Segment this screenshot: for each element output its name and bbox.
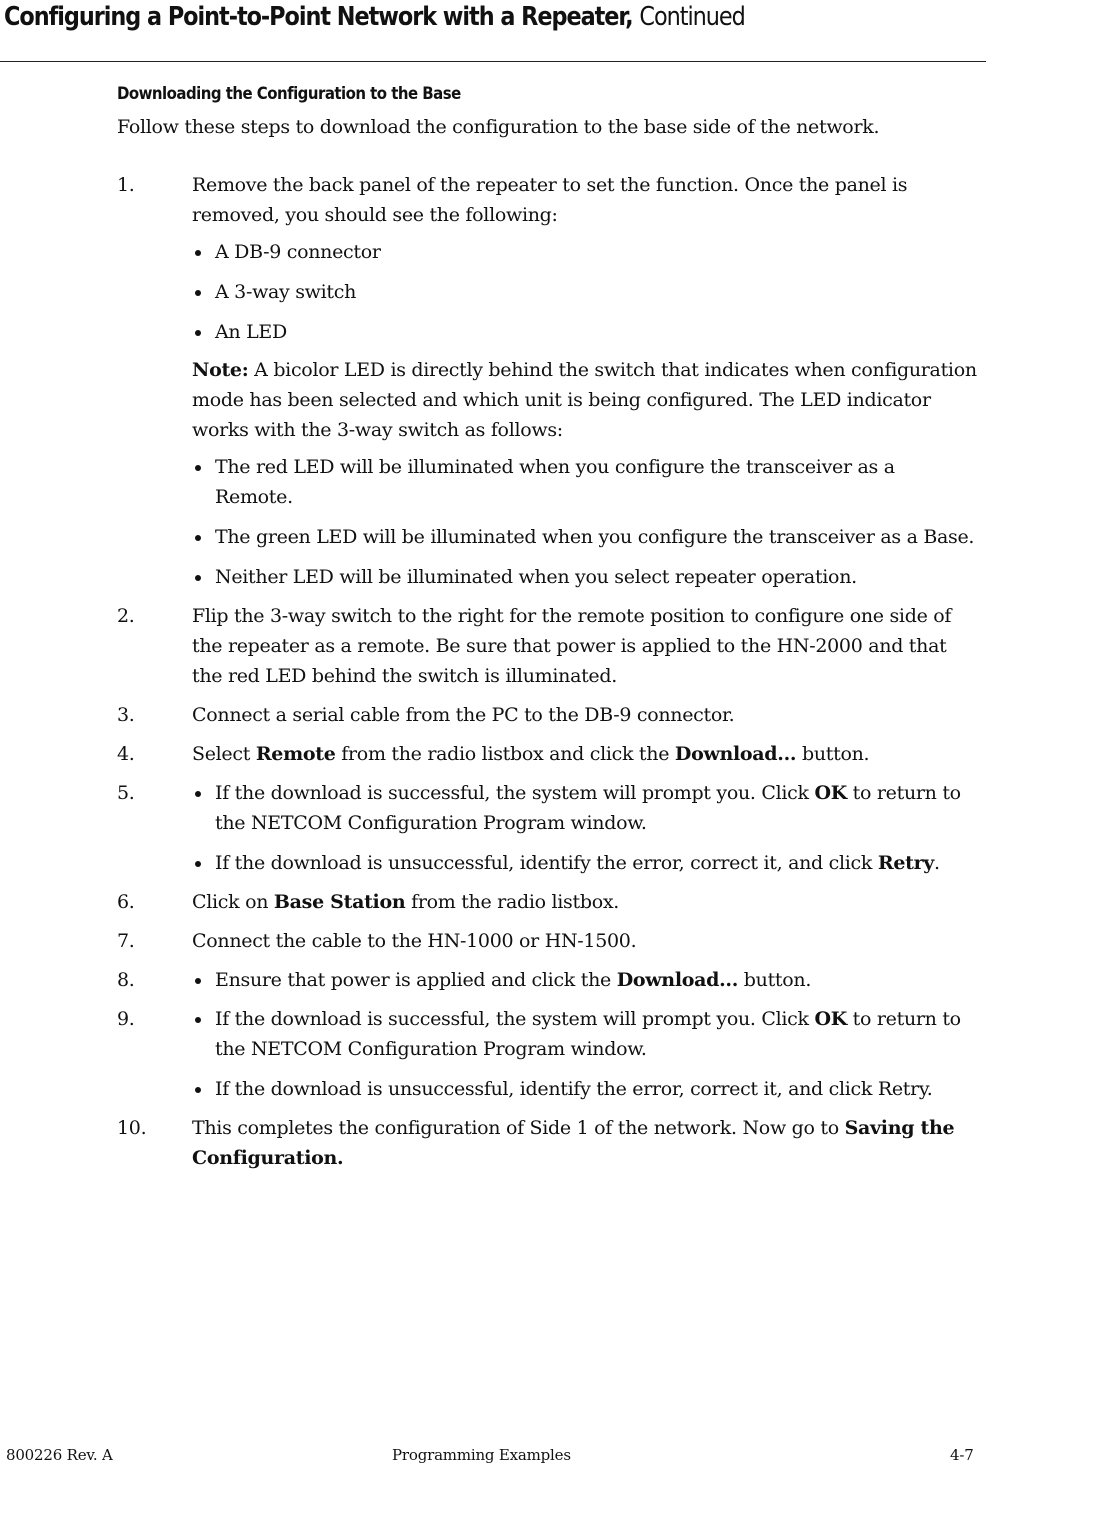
text-run: . <box>934 852 940 874</box>
bullet-icon <box>195 1087 201 1093</box>
step-10 <box>117 1113 977 1173</box>
page-title-main: Configuring a Point-to-Point Network with a Repeater, <box>4 2 633 32</box>
steps-list <box>117 170 977 1182</box>
footer-doc-number: 800226 Rev. A <box>6 1446 113 1464</box>
list-item <box>192 1004 977 1064</box>
text-run: to return to the NETCOM Configuration Program window. <box>215 782 961 834</box>
list-item <box>192 562 977 592</box>
step-text: Connect a serial cable from the PC to the DB-9 connector. <box>192 704 735 726</box>
step-text <box>192 887 977 917</box>
list-item-text: Neither LED will be illuminated when you select repeater operation. <box>215 566 857 588</box>
bullet-icon <box>195 575 201 581</box>
step-number: 4. <box>117 743 135 765</box>
list-item <box>192 452 977 512</box>
list-item <box>192 277 977 307</box>
text-run: from the radio listbox. <box>405 891 620 913</box>
bullet-icon <box>195 861 201 867</box>
step-3 <box>117 700 977 730</box>
bullet-icon <box>195 535 201 541</box>
step-5 <box>117 778 977 878</box>
step-number: 5. <box>117 782 135 804</box>
note <box>192 355 977 445</box>
ui-term-download: Download... <box>674 743 797 765</box>
step-4 <box>117 739 977 769</box>
step-number: 6. <box>117 891 135 913</box>
ui-term-saving-configuration: Saving the Configuration. <box>192 1117 955 1169</box>
step-number: 1. <box>117 174 135 196</box>
list-item <box>192 317 977 347</box>
header-rule <box>0 61 986 62</box>
bullet-icon <box>195 1017 201 1023</box>
text-run: Ensure that power is applied and click the <box>215 969 617 991</box>
list-item <box>192 965 977 995</box>
step-text <box>192 739 977 769</box>
list-item <box>192 237 977 267</box>
text-run: If the download is successful, the system will prompt you. Click <box>215 1008 815 1030</box>
step-text <box>192 1113 977 1173</box>
step-9 <box>117 1004 977 1104</box>
step-text: Flip the 3-way switch to the right for the remote position to configure one side of the repeater as a remote. Be sure that power is applied to the HN-2000 and that the red LED behind the switch is illuminated. <box>192 605 952 687</box>
step-number: 2. <box>117 605 135 627</box>
text-run: Select <box>192 743 256 765</box>
list-item-text: A 3-way switch <box>215 281 357 303</box>
bullet-icon <box>195 330 201 336</box>
text-run: Click on <box>192 891 274 913</box>
note-text: A bicolor LED is directly behind the switch that indicates when configuration mode has been selected and which unit is being configured. The LED indicator works with the 3-way switch as follows: <box>192 359 977 441</box>
section-heading: Downloading the Configuration to the Base <box>117 84 461 104</box>
text-run: to return to the NETCOM Configuration Program window. <box>215 1008 961 1060</box>
bullet-icon <box>195 290 201 296</box>
step-text: Connect the cable to the HN-1000 or HN-1500. <box>192 930 637 952</box>
step-number: 10. <box>117 1117 147 1139</box>
step-2 <box>117 601 977 691</box>
ui-term-ok: OK <box>814 1008 847 1030</box>
footer-chapter: Programming Examples <box>392 1446 571 1464</box>
list-item <box>192 848 977 878</box>
step-number: 7. <box>117 930 135 952</box>
page-title <box>4 2 745 32</box>
list-item <box>192 1074 977 1104</box>
text-run: If the download is unsuccessful, identify the error, correct it, and click <box>215 852 878 874</box>
list-item-text: The red LED will be illuminated when you configure the transceiver as a Remote. <box>215 456 895 508</box>
step-number: 9. <box>117 1008 135 1030</box>
text-run: button. <box>738 969 812 991</box>
ui-term-base-station: Base Station <box>273 891 406 913</box>
footer-page-number: 4-7 <box>950 1446 974 1464</box>
text-run: from the radio listbox and click the <box>335 743 675 765</box>
text-run: If the download is unsuccessful, identify the error, correct it, and click Retry. <box>215 1078 933 1100</box>
step-number: 3. <box>117 704 135 726</box>
note-label: Note: <box>192 359 249 381</box>
step-6 <box>117 887 977 917</box>
list-item-text: A DB-9 connector <box>215 241 381 263</box>
component-list <box>192 237 977 347</box>
ui-term-ok: OK <box>814 782 847 804</box>
step-text: Remove the back panel of the repeater to set the function. Once the panel is removed, you should see the following: <box>192 174 908 226</box>
ui-term-download: Download... <box>616 969 739 991</box>
step-number: 8. <box>117 969 135 991</box>
list-item-text: An LED <box>215 321 287 343</box>
text-run: button. <box>796 743 870 765</box>
list-item <box>192 522 977 552</box>
bullet-icon <box>195 791 201 797</box>
list-item-text: The green LED will be illuminated when you configure the transceiver as a Base. <box>215 526 975 548</box>
led-list <box>192 452 977 592</box>
step-7 <box>117 926 977 956</box>
bullet-icon <box>195 978 201 984</box>
step-1 <box>117 170 977 592</box>
bullet-icon <box>195 250 201 256</box>
step-8 <box>117 965 977 995</box>
text-run: This completes the configuration of Side 1 of the network. Now go to <box>192 1117 845 1139</box>
text-run: If the download is successful, the system will prompt you. Click <box>215 782 815 804</box>
bullet-icon <box>195 465 201 471</box>
page-title-continued: Continued <box>639 2 745 32</box>
ui-term-retry: Retry <box>877 852 935 874</box>
intro-paragraph: Follow these steps to download the configuration to the base side of the network. <box>117 116 880 138</box>
ui-term-remote: Remote <box>255 743 336 765</box>
list-item <box>192 778 977 838</box>
